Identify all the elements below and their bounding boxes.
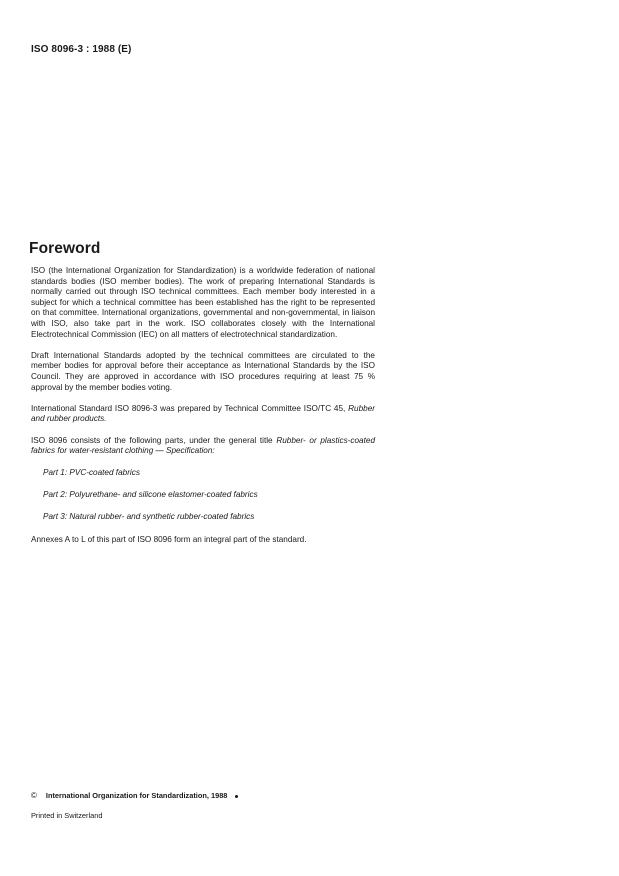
foreword-heading: Foreword (29, 240, 101, 257)
prepared-by-text: International Standard ISO 8096-3 was prepared by Technical Committee ISO/TC 45, (31, 403, 346, 413)
copyright-symbol: © (31, 791, 37, 800)
printed-in-line: Printed in Switzerland (31, 811, 103, 820)
general-title: Rubber- or plastics-coated fabrics for water-resistant clothing — Specification: (31, 435, 375, 456)
part-item-2: Part 2: Polyurethane- and silicone elastomer-coated fabrics (43, 489, 258, 499)
bullet-dot-icon (235, 795, 238, 798)
foreword-paragraph-1: ISO (the International Organization for Standardization) is a worldwide federation of national standards bodies (ISO member bodies). The work of preparing International Standards is normally carried out through ISO technical committees. Each member body interested in a subject for which a technical committee has been established has the right to be represented on that committee. International organizations, governmental and non-governmental, in liaison with ISO, also take part in the work. ISO collaborates closely with the International Electrotechnical Commission (IEC) on all matters of electrotechnical standardization. (31, 266, 375, 339)
document-id: ISO 8096-3 : 1988 (E) (31, 44, 132, 55)
part-item-1: Part 1: PVC-coated fabrics (43, 467, 140, 477)
foreword-body (31, 266, 375, 556)
foreword-paragraph-2: Draft International Standards adopted by the technical committees are circulated to the member bodies for approval before their acceptance as International Standards by the ISO Council. They are approved in accordance with ISO procedures requiring at least 75 % approval by the member bodies voting. (31, 350, 375, 392)
prepared-by-paragraph (31, 404, 375, 425)
parts-intro-paragraph (31, 436, 375, 457)
part-item-3: Part 3: Natural rubber- and synthetic rubber-coated fabrics (43, 512, 255, 522)
parts-intro-text: ISO 8096 consists of the following parts, under the general title (31, 435, 273, 445)
copyright-text: International Organization for Standardization, 1988 (45, 791, 228, 800)
copyright-line (31, 791, 238, 800)
committee-title: Rubber and rubber products. (31, 403, 375, 424)
annexes-note: Annexes A to L of this part of ISO 8096 form an integral part of the standard. (31, 534, 307, 544)
